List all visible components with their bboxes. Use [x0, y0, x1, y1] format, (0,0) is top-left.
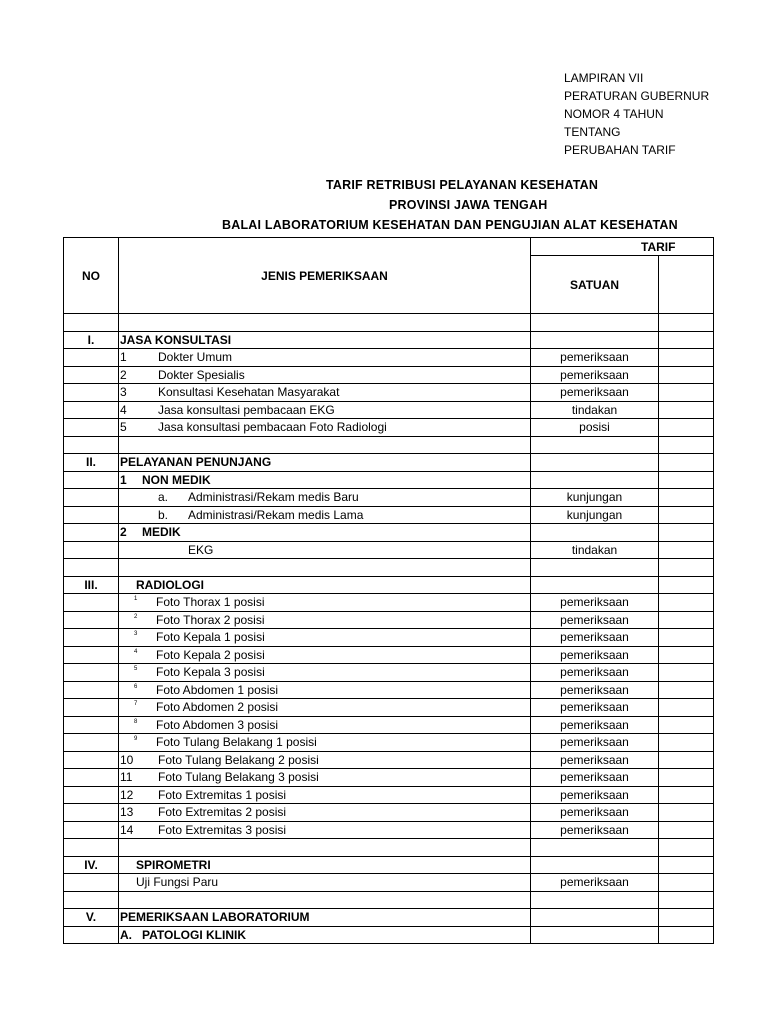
row-name-cell [119, 471, 531, 489]
table-row [64, 419, 714, 437]
table-row [64, 909, 714, 927]
row-tarif-cell [659, 664, 714, 682]
row-name-cell [119, 716, 531, 734]
table-row [64, 874, 714, 892]
table-row [64, 576, 714, 594]
item-name: Uji Fungsi Paru [136, 875, 219, 890]
table-row [64, 489, 714, 507]
row-no-cell [64, 664, 119, 682]
item-number: 10 [120, 752, 134, 767]
row-tarif-cell [659, 926, 714, 944]
section-title: RADIOLOGI [136, 577, 204, 592]
row-tarif-cell [659, 646, 714, 664]
item-name: Foto Tulang Belakang 3 posisi [158, 770, 319, 785]
lampiran-block [564, 69, 710, 159]
table-row [64, 646, 714, 664]
row-no-cell: IV. [64, 856, 119, 874]
row-no-cell [64, 489, 119, 507]
row-tarif-cell [659, 541, 714, 559]
row-satuan-cell: pemeriksaan [531, 751, 659, 769]
row-name-cell [119, 629, 531, 647]
row-satuan-cell [531, 559, 659, 577]
item-number: 5 [120, 420, 127, 435]
row-no-cell [64, 646, 119, 664]
table-row [64, 349, 714, 367]
row-tarif-cell [659, 454, 714, 472]
row-tarif-cell [659, 751, 714, 769]
row-satuan-cell: pemeriksaan [531, 384, 659, 402]
lampiran-line: PERUBAHAN TARIF [564, 143, 676, 157]
table-row [64, 751, 714, 769]
row-name-cell [119, 401, 531, 419]
item-name: Dokter Umum [158, 350, 233, 365]
item-number: 1 [134, 596, 138, 603]
row-no-cell [64, 874, 119, 892]
row-no-cell [64, 751, 119, 769]
item-number: 14 [120, 822, 134, 837]
table-row [64, 926, 714, 944]
item-number: 13 [120, 805, 134, 820]
row-no-cell [64, 716, 119, 734]
row-satuan-cell: pemeriksaan [531, 629, 659, 647]
subsection-number: A. [120, 927, 132, 942]
row-no-cell [64, 594, 119, 612]
table-row [64, 716, 714, 734]
item-name: Foto Abdomen 1 posisi [156, 682, 279, 697]
item-name: Konsultasi Kesehatan Masyarakat [158, 385, 340, 400]
table-row [64, 314, 714, 332]
table-row [64, 786, 714, 804]
item-name: EKG [188, 542, 214, 557]
table-row [64, 471, 714, 489]
tariff-table [63, 237, 714, 944]
row-no-cell: I. [64, 331, 119, 349]
item-name: Foto Tulang Belakang 2 posisi [158, 752, 319, 767]
row-no-cell [64, 839, 119, 857]
row-no-cell [64, 734, 119, 752]
row-no-cell: III. [64, 576, 119, 594]
item-number: 2 [120, 367, 127, 382]
institution-title: BALAI LABORATORIUM KESEHATAN DAN PENGUJIAN ALAT KESEHATAN [222, 218, 678, 232]
row-name-cell [119, 751, 531, 769]
item-number: 12 [120, 787, 134, 802]
table-row [64, 454, 714, 472]
subsection-number: 1 [120, 472, 127, 487]
document-subtitle: PROVINSI JAWA TENGAH [389, 198, 548, 212]
row-satuan-cell [531, 576, 659, 594]
header-jenis: JENIS PEMERIKSAAN [119, 238, 531, 314]
item-name: Foto Abdomen 3 posisi [156, 717, 279, 732]
row-no-cell [64, 559, 119, 577]
table-row [64, 331, 714, 349]
row-name-cell [119, 611, 531, 629]
row-satuan-cell: pemeriksaan [531, 646, 659, 664]
row-satuan-cell: pemeriksaan [531, 804, 659, 822]
row-tarif-cell [659, 331, 714, 349]
table-row [64, 611, 714, 629]
item-name: Foto Abdomen 2 posisi [156, 700, 279, 715]
item-name: Foto Extremitas 1 posisi [158, 787, 287, 802]
row-name-cell [119, 734, 531, 752]
item-name: Foto Extremitas 3 posisi [158, 822, 287, 837]
item-name: Foto Kepala 2 posisi [156, 647, 265, 662]
table-row [64, 436, 714, 454]
row-no-cell [64, 541, 119, 559]
subsection-title: PATOLOGI KLINIK [142, 927, 246, 942]
row-name-cell [119, 664, 531, 682]
table-row [64, 629, 714, 647]
row-satuan-cell: tindakan [531, 541, 659, 559]
row-tarif-cell [659, 891, 714, 909]
row-tarif-cell [659, 856, 714, 874]
item-number: 4 [120, 402, 127, 417]
row-satuan-cell: pemeriksaan [531, 366, 659, 384]
row-satuan-cell [531, 856, 659, 874]
row-name-cell [119, 804, 531, 822]
table-body [64, 314, 714, 944]
row-name-cell [119, 349, 531, 367]
row-name-cell [119, 419, 531, 437]
section-title: JASA KONSULTASI [120, 332, 232, 347]
row-no-cell [64, 769, 119, 787]
item-name: Foto Tulang Belakang 1 posisi [156, 735, 317, 750]
row-satuan-cell: pemeriksaan [531, 734, 659, 752]
table-row [64, 734, 714, 752]
row-tarif-cell [659, 384, 714, 402]
row-tarif-cell [659, 629, 714, 647]
item-name: Administrasi/Rekam medis Baru [188, 490, 359, 505]
item-number: 7 [134, 701, 138, 708]
item-name: Foto Extremitas 2 posisi [158, 805, 287, 820]
table-row [64, 839, 714, 857]
row-name-cell [119, 646, 531, 664]
table-row [64, 856, 714, 874]
row-name-cell [119, 506, 531, 524]
table-row [64, 804, 714, 822]
row-no-cell [64, 804, 119, 822]
table-row [64, 506, 714, 524]
row-satuan-cell [531, 891, 659, 909]
tariff-table-wrapper [63, 237, 676, 947]
row-name-cell [119, 559, 531, 577]
item-name: Foto Kepala 1 posisi [156, 630, 265, 645]
item-letter: a. [158, 490, 169, 505]
row-tarif-cell [659, 366, 714, 384]
item-name: Jasa konsultasi pembacaan EKG [158, 402, 335, 417]
header-tarif-cell [659, 256, 714, 314]
subsection-number: 2 [120, 525, 127, 540]
row-name-cell [119, 821, 531, 839]
row-tarif-cell [659, 524, 714, 542]
row-no-cell [64, 401, 119, 419]
item-number: 1 [120, 350, 127, 365]
row-tarif-cell [659, 699, 714, 717]
row-satuan-cell: pemeriksaan [531, 769, 659, 787]
item-name: Foto Kepala 3 posisi [156, 665, 265, 680]
item-number: 6 [134, 683, 138, 690]
row-no-cell [64, 821, 119, 839]
row-tarif-cell [659, 559, 714, 577]
item-name: Jasa konsultasi pembacaan Foto Radiologi [158, 420, 387, 435]
lampiran-line: NOMOR 4 TAHUN [564, 107, 664, 121]
row-tarif-cell [659, 506, 714, 524]
row-no-cell [64, 419, 119, 437]
row-tarif-cell [659, 769, 714, 787]
row-satuan-cell: pemeriksaan [531, 594, 659, 612]
row-no-cell [64, 366, 119, 384]
row-no-cell [64, 699, 119, 717]
row-name-cell [119, 314, 531, 332]
row-no-cell [64, 384, 119, 402]
table-row [64, 769, 714, 787]
row-tarif-cell [659, 874, 714, 892]
row-tarif-cell [659, 401, 714, 419]
document-title: TARIF RETRIBUSI PELAYANAN KESEHATAN [326, 178, 599, 192]
table-row [64, 559, 714, 577]
header-tarif: TARIF [531, 238, 714, 256]
item-name: Administrasi/Rekam medis Lama [188, 507, 364, 522]
row-tarif-cell [659, 594, 714, 612]
row-satuan-cell: tindakan [531, 401, 659, 419]
subsection-title: MEDIK [142, 525, 181, 540]
row-satuan-cell: pemeriksaan [531, 821, 659, 839]
row-tarif-cell [659, 611, 714, 629]
row-satuan-cell [531, 839, 659, 857]
item-number: 8 [134, 718, 138, 725]
row-satuan-cell: pemeriksaan [531, 664, 659, 682]
item-number: 9 [134, 736, 138, 743]
item-number: 5 [134, 666, 138, 673]
table-row [64, 401, 714, 419]
row-tarif-cell [659, 804, 714, 822]
row-tarif-cell [659, 734, 714, 752]
item-number: 11 [120, 770, 133, 785]
row-name-cell [119, 576, 531, 594]
row-tarif-cell [659, 471, 714, 489]
table-row [64, 664, 714, 682]
row-name-cell [119, 366, 531, 384]
row-name-cell [119, 436, 531, 454]
row-satuan-cell [531, 471, 659, 489]
row-no-cell [64, 524, 119, 542]
row-no-cell [64, 926, 119, 944]
table-row [64, 891, 714, 909]
row-tarif-cell [659, 419, 714, 437]
row-tarif-cell [659, 716, 714, 734]
row-no-cell [64, 611, 119, 629]
row-name-cell [119, 454, 531, 472]
item-number: 3 [134, 631, 138, 638]
row-name-cell [119, 541, 531, 559]
row-name-cell [119, 699, 531, 717]
item-name: Foto Thorax 1 posisi [156, 595, 265, 610]
section-title: SPIROMETRI [136, 857, 211, 872]
row-tarif-cell [659, 681, 714, 699]
row-tarif-cell [659, 314, 714, 332]
row-satuan-cell [531, 454, 659, 472]
row-name-cell [119, 769, 531, 787]
row-name-cell [119, 489, 531, 507]
row-name-cell [119, 384, 531, 402]
row-name-cell [119, 786, 531, 804]
table-row [64, 366, 714, 384]
row-tarif-cell [659, 839, 714, 857]
row-tarif-cell [659, 821, 714, 839]
row-satuan-cell [531, 909, 659, 927]
row-no-cell: V. [64, 909, 119, 927]
row-no-cell [64, 629, 119, 647]
header-satuan: SATUAN [531, 256, 659, 314]
row-no-cell: II. [64, 454, 119, 472]
table-row [64, 384, 714, 402]
row-name-cell [119, 524, 531, 542]
table-row [64, 821, 714, 839]
section-title: PELAYANAN PENUNJANG [120, 455, 272, 470]
row-name-cell [119, 681, 531, 699]
row-satuan-cell: pemeriksaan [531, 716, 659, 734]
row-no-cell [64, 681, 119, 699]
row-name-cell [119, 874, 531, 892]
row-satuan-cell: pemeriksaan [531, 874, 659, 892]
row-satuan-cell [531, 436, 659, 454]
row-tarif-cell [659, 349, 714, 367]
row-satuan-cell: pemeriksaan [531, 699, 659, 717]
row-name-cell [119, 594, 531, 612]
item-name: Foto Thorax 2 posisi [156, 612, 265, 627]
table-row [64, 681, 714, 699]
row-no-cell [64, 506, 119, 524]
section-title: PEMERIKSAAN LABORATORIUM [120, 910, 310, 925]
row-tarif-cell [659, 576, 714, 594]
row-no-cell [64, 314, 119, 332]
row-no-cell [64, 349, 119, 367]
row-tarif-cell [659, 786, 714, 804]
row-satuan-cell [531, 926, 659, 944]
row-satuan-cell: kunjungan [531, 506, 659, 524]
row-satuan-cell: pemeriksaan [531, 611, 659, 629]
row-no-cell [64, 786, 119, 804]
row-tarif-cell [659, 489, 714, 507]
row-satuan-cell [531, 331, 659, 349]
lampiran-line: LAMPIRAN VII [564, 71, 644, 85]
row-satuan-cell: pemeriksaan [531, 681, 659, 699]
row-satuan-cell [531, 314, 659, 332]
row-no-cell [64, 471, 119, 489]
row-satuan-cell: kunjungan [531, 489, 659, 507]
row-no-cell [64, 891, 119, 909]
row-tarif-cell [659, 436, 714, 454]
header-no: NO [64, 238, 119, 314]
lampiran-line: TENTANG [564, 125, 621, 139]
item-number: 2 [134, 613, 138, 620]
table-row [64, 699, 714, 717]
row-name-cell [119, 839, 531, 857]
row-name-cell [119, 909, 531, 927]
row-satuan-cell [531, 524, 659, 542]
row-tarif-cell [659, 909, 714, 927]
table-row [64, 541, 714, 559]
row-name-cell [119, 856, 531, 874]
subsection-title: NON MEDIK [142, 472, 211, 487]
row-satuan-cell: pemeriksaan [531, 349, 659, 367]
row-name-cell [119, 331, 531, 349]
row-name-cell [119, 891, 531, 909]
row-satuan-cell: pemeriksaan [531, 786, 659, 804]
table-row [64, 594, 714, 612]
item-number: 3 [120, 385, 127, 400]
item-name: Dokter Spesialis [158, 367, 245, 382]
row-no-cell [64, 436, 119, 454]
item-number: 4 [134, 648, 138, 655]
table-row [64, 524, 714, 542]
row-name-cell [119, 926, 531, 944]
row-satuan-cell: posisi [531, 419, 659, 437]
item-letter: b. [158, 507, 169, 522]
lampiran-line: PERATURAN GUBERNUR [564, 89, 710, 103]
